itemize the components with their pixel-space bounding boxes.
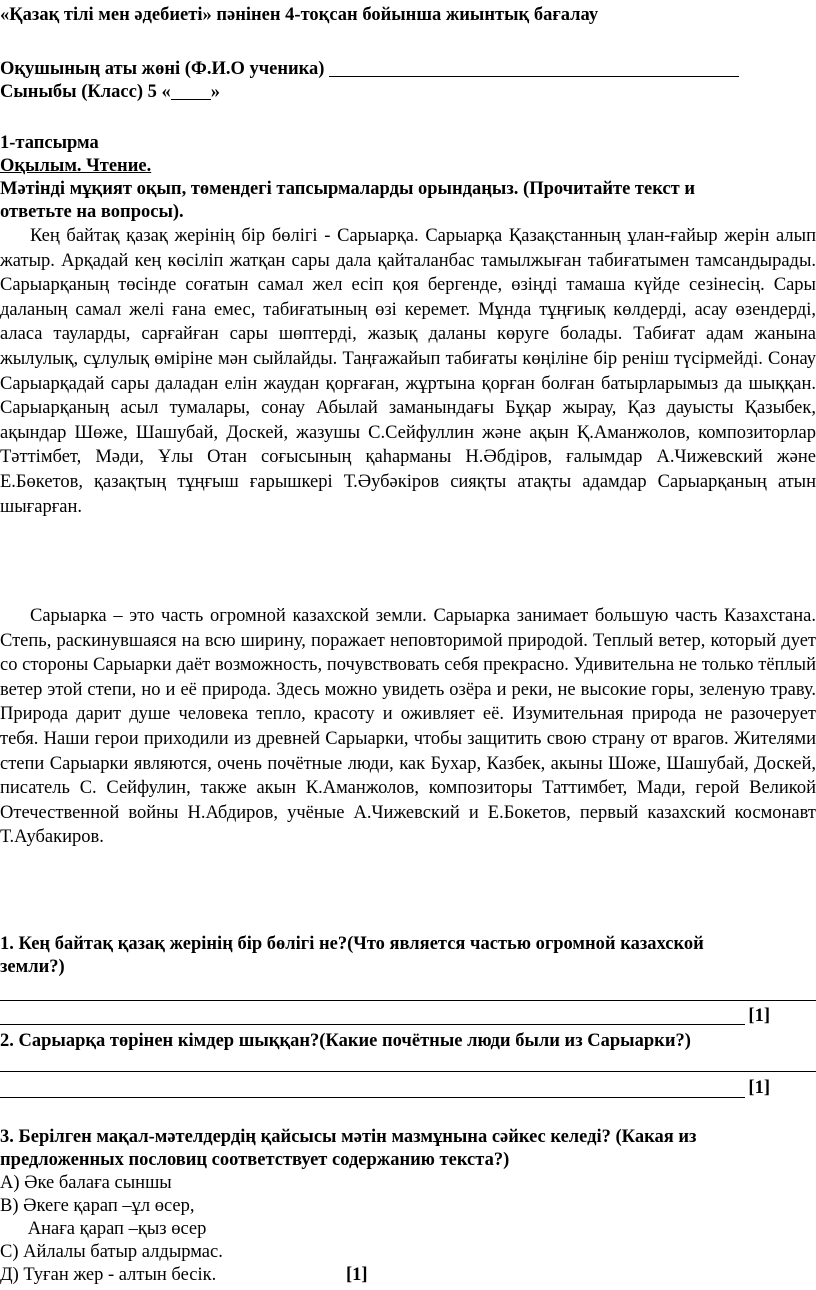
option-c[interactable]: С) Айлалы батыр алдырмас. xyxy=(0,1242,223,1262)
question-3-mark: [1] xyxy=(346,1265,368,1285)
answer-1-line-a[interactable] xyxy=(0,1000,816,1001)
question-3-line-1: 3. Берілген мақал-мәтелдердің қайсысы мәтін мазмұнына сәйкес келеді? (Какая из xyxy=(0,1127,697,1147)
question-1-line-1: 1. Кең байтақ қазақ жерінің бір бөлігі не?(Что является частью огромной казахской xyxy=(0,934,704,954)
class-field[interactable] xyxy=(171,81,211,100)
task-number: 1-тапсырма xyxy=(0,133,99,153)
russian-text: Сарыарка – это часть огромной казахской земли. Сарыарка занимает большую часть Казахстана. Степь, раскинувшаяся на всю ширину, поражает неповторимой природой. Теплый ветер, который дует со стороны Сарыарки даёт возможность, почувствовать себя прекрасно. Удивительна не только тёплый ветер этой степи, но и её природа. Здесь можно увидеть озёра и реки, не высокие горы, зеленую траву. Природа дарит душе человека тепло, красоту и оживляет её. Изумительная природа не разочерует тебя. Наши герои приходили из древней Сарыарки, чтобы защитить свою страну от врагов. Жителями степи Сарыарки являются, очень почётные люди, как Бухар, Казбек, акыны Шоже, Шашубай, Доскей, писатель С. Сейфулин, также акын К.Аманжолов, композиторы Таттимбет, Мади, герой Великой Отечественной войны Н.Абдиров, учёные А.Чижевский и Е.Бокетов, первый казахский космонавт Т.Аубакиров. xyxy=(0,606,816,848)
class-label-end: » xyxy=(210,82,221,102)
option-b[interactable]: В) Әкеге қарап –ұл өсер, xyxy=(0,1196,195,1216)
page-title: «Қазақ тілі мен әдебиеті» пәнінен 4-тоқсан бойынша жиынтық бағалау xyxy=(0,5,599,25)
question-1-mark: [1] xyxy=(748,1006,770,1026)
answer-2-line-a[interactable] xyxy=(0,1071,816,1072)
instruction-line-2: ответьте на вопросы). xyxy=(0,202,184,222)
instruction-line-1: Мәтінді мұқият оқып, төмендегі тапсырмаларды орындаңыз. (Прочитайте текст и xyxy=(0,179,695,199)
class-label: Сыныбы (Класс) 5 « xyxy=(0,82,171,102)
kazakh-text: Кең байтақ қазақ жерінің бір бөлігі - Сарыарқа. Сарыарқа Қазақстанның ұлан-ғайыр жерін алып жатыр. Арқадай кең көсіліп жатқан сары дала қайталанбас тамылжыған табиғатымен тамсандырады. Сарыарқаның төсінде соғатын самал жел есіп қоя бергенде, өзіңді тамаша күйде сезінесің. Сары даланың самал желі ғана емес, табиғатының өзі керемет. Мұнда тұңғиық көлдерді, асау өзендерді, аласа тауларды, сарғайған сары шөптерді, жазық даланы көруге болады. Табиғат адам жанына жылулық, сұлулық өміріне мән сыйлайды. Таңғажайып табиғаты көңіліне бір реніш түсірмейді. Сонау Сарыарқадай сары даладан елін жаудан қорғаған, жұртына қорған болған батырларымыз да шыққан. Сарыарқаның асыл тумалары, сонау Абылай заманындағы Бұқар жырау, Қаз дауысты Қазыбек, ақындар Шөже, Шашубай, Доскей, жазушы С.Сейфуллин және ақын Қ.Аманжолов, композиторлар Тәттімбет, Мәди, Ұлы Отан соғысының қаһарманы Н.Әбдіров, ғалымдар А.Чижевский және Е.Бөкетов, қазақтың тұңғыш ғарышкері Т.Әубәкіров сияқты атақты адамдар Сарыарқаның атын шығарған. xyxy=(0,226,816,517)
question-1-line-2: земли?) xyxy=(0,957,65,977)
question-2-line-1: 2. Сарыарқа төрінен кімдер шыққан?(Какие почётные люди были из Сарыарки?) xyxy=(0,1031,691,1051)
student-name-label: Оқушының аты жөні (Ф.И.О ученика) xyxy=(0,59,325,79)
option-b-continued: Анаға қарап –қыз өсер xyxy=(0,1219,207,1239)
class-row xyxy=(0,81,220,104)
section-title: Оқылым. Чтение. xyxy=(0,156,152,176)
option-a[interactable]: А) Әке балаға сыншы xyxy=(0,1173,172,1193)
option-d[interactable]: Д) Туған жер - алтын бесік. xyxy=(0,1265,217,1285)
student-name-field[interactable] xyxy=(329,58,739,77)
question-3-line-2: предложенных пословиц соответствует содержанию текста?) xyxy=(0,1150,510,1170)
answer-2-line-b[interactable] xyxy=(0,1097,745,1098)
answer-1-line-b[interactable] xyxy=(0,1024,745,1025)
student-name-row xyxy=(0,58,739,81)
question-2-mark: [1] xyxy=(748,1078,770,1098)
